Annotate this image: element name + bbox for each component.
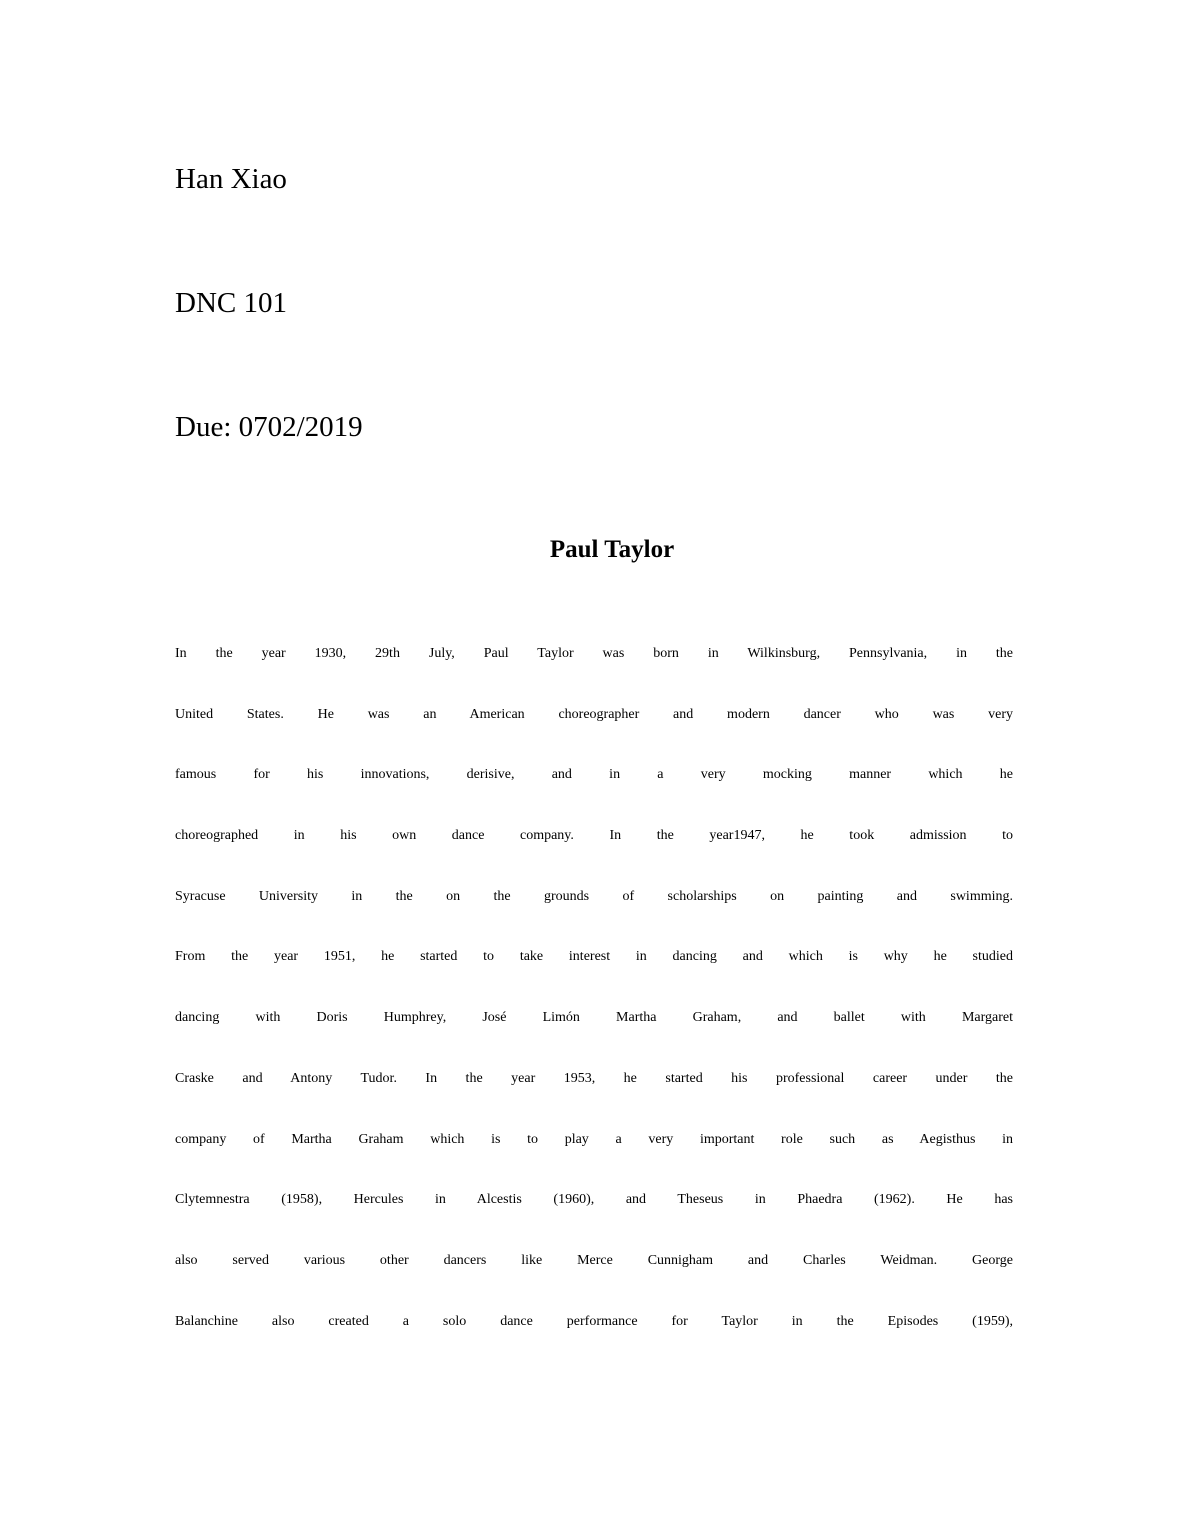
body-line: Craske and Antony Tudor. In the year 1953, he started his professional career under the — [175, 1070, 1013, 1086]
document-title-container — [175, 535, 1013, 565]
body-line: Clytemnestra (1958), Hercules in Alcestis (1960), and Theseus in Phaedra (1962). He has — [175, 1192, 1013, 1208]
body-line: United States. He was an American choreographer and modern dancer who was very — [175, 706, 1013, 722]
body-line: also served various other dancers like Merce Cunnigham and Charles Weidman. George — [175, 1252, 1013, 1268]
body-line: dancing with Doris Humphrey, José Limón Martha Graham, and ballet with Margaret — [175, 1010, 1013, 1026]
body-line: famous for his innovations, derisive, and in a very mocking manner which he — [175, 767, 1013, 783]
body-line: choreographed in his own dance company. In the year1947, he took admission to — [175, 828, 1013, 844]
body-line: Balanchine also created a solo dance performance for Taylor in the Episodes (1959), — [175, 1313, 1013, 1329]
document-title: Paul Taylor — [549, 536, 675, 563]
course-code: DNC 101 — [175, 287, 287, 319]
body-line: Syracuse University in the on the grounds of scholarships on painting and swimming. — [175, 888, 1013, 904]
body-line: In the year 1930, 29th July, Paul Taylor was born in Wilkinsburg, Pennsylvania, in the — [175, 646, 1013, 661]
body-line: From the year 1951, he started to take interest in dancing and which is why he studied — [175, 949, 1013, 965]
body-paragraph — [175, 636, 1013, 1364]
due-date: Due: 0702/2019 — [175, 411, 363, 443]
body-line: company of Martha Graham which is to play a very important role such as Aegisthus in — [175, 1131, 1013, 1147]
student-name: Han Xiao — [175, 163, 287, 195]
